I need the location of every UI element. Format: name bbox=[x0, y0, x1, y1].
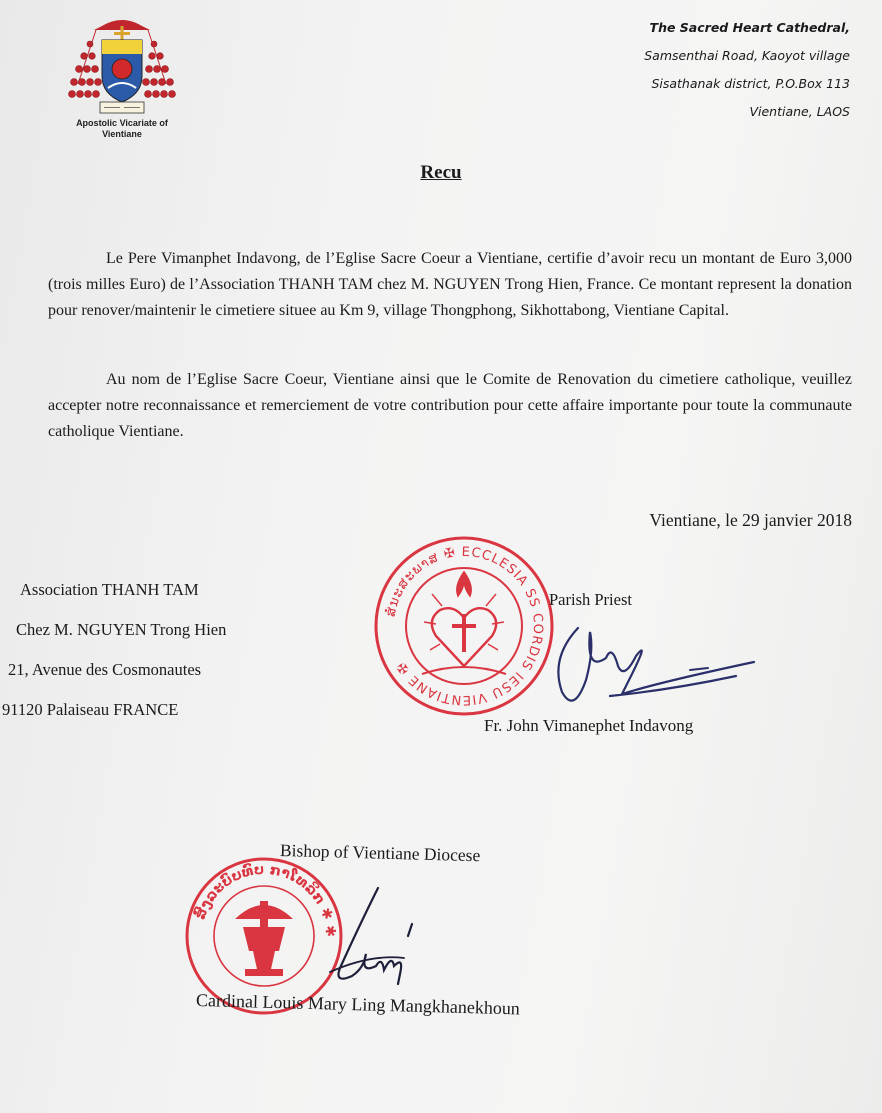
document-title-text: Recu bbox=[420, 162, 462, 183]
address-line: Vientiane, LAOS bbox=[749, 104, 850, 119]
priest-signature bbox=[540, 618, 770, 714]
cardinal-name: Cardinal Louis Mary Ling Mangkhanekhoun bbox=[195, 990, 521, 1019]
address-line: Samsenthai Road, Kaoyot village bbox=[644, 48, 850, 63]
priest-title: Parish Priest bbox=[549, 590, 632, 609]
recipient-line: Chez M. NGUYEN Trong Hien bbox=[16, 620, 227, 639]
parish-seal-stamp bbox=[372, 534, 556, 718]
recipient-line: 21, Avenue des Cosmonautes bbox=[8, 660, 202, 679]
document-title bbox=[0, 162, 882, 184]
coat-of-arms-icon bbox=[62, 14, 182, 118]
bishop-signature bbox=[300, 884, 435, 994]
crest-caption-line2: Vientiane bbox=[102, 129, 142, 139]
paragraph-text: Au nom de l’Eglise Sacre Coeur, Vientiane ainsi que le Comite de Renovation du cimetiere catholique, veuillez accepter notre reconnaissance et remerciement de votre contribution pour cette affaire importante pour toute la communaute catholique Vientiane. bbox=[48, 371, 852, 440]
body-paragraph-1 bbox=[48, 246, 852, 324]
paragraph-text: Le Pere Vimanphet Indavong, de l’Eglise Sacre Coeur a Vientiane, certifie d’avoir recu un montant de Euro 3,000 (trois milles Euro) de l’Association THANH TAM chez M. NGUYEN Trong Hien, France. Ce montant represent la donation pour renover/maintenir le cimetiere situee au Km 9, village Thongphong, Sikhottabong, Vientiane Capital. bbox=[48, 250, 852, 319]
letterhead-address bbox=[644, 14, 850, 126]
crest-caption-line1: Apostolic Vicariate of bbox=[76, 118, 168, 128]
crest-caption bbox=[52, 118, 192, 140]
svg-text:ສົງລະບົບທົບ ກາໂທລິກ ✱ ✱: ສົງລະບົບທົບ ກາໂທລິກ ✱ ✱ bbox=[192, 861, 339, 938]
bishop-title: Bishop of Vientiane Diocese bbox=[279, 840, 481, 866]
recipient-line: Association THANH TAM bbox=[20, 580, 199, 599]
date-line: Vientiane, le 29 janvier 2018 bbox=[649, 510, 852, 530]
priest-name: Fr. John Vimanephet Indavong bbox=[484, 716, 694, 735]
address-line: The Sacred Heart Cathedral, bbox=[649, 20, 850, 35]
body-paragraph-2 bbox=[48, 367, 852, 445]
recipient-line: 91120 Palaiseau FRANCE bbox=[2, 700, 179, 719]
recipient-address bbox=[2, 578, 226, 738]
address-line: Sisathanak district, P.O.Box 113 bbox=[651, 76, 850, 91]
svg-text:ສໍ່ນະສະພາສ ✠ ECCLESIA SS CORDI: ສໍ່ນະສະພາສ ✠ ECCLESIA SS CORDIS IESU VIENTIANE ✠ bbox=[383, 544, 546, 708]
